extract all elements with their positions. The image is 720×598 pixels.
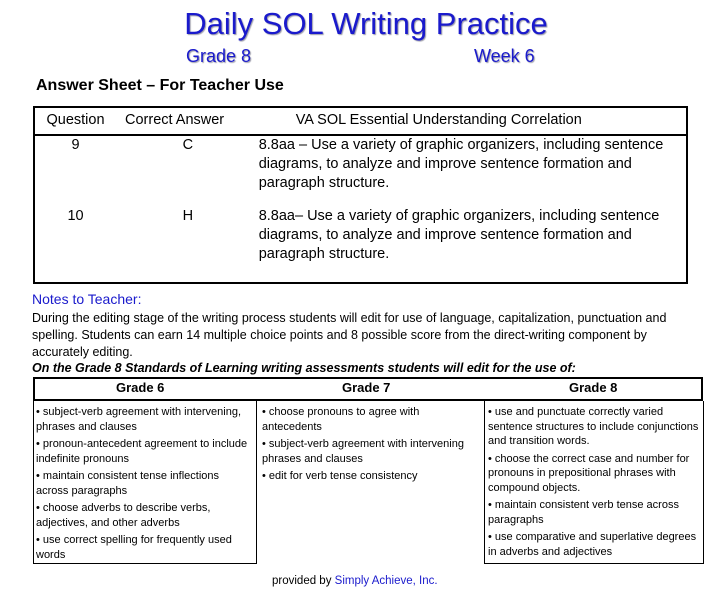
question-number: 10 [67,208,84,224]
list-item: • subject-verb agreement with intervening, phrases and clauses [36,406,242,433]
grade-label: Grade 8 [186,46,252,66]
list-item: • edit for verb tense consistency [262,470,418,482]
grade7-heading: Grade 7 [342,380,391,395]
grade6-list [36,405,251,565]
list-item: • choose pronouns to agree with antecedents [262,406,420,433]
list-item: • pronoun-antecedent agreement to include indefinite pronouns [36,438,248,465]
list-item: • choose adverbs to describe verbs, adjectives, and other adverbs [36,502,211,529]
grade8-list [488,405,703,562]
column-header-correlation: VA SOL Essential Understanding Correlation [258,106,686,135]
list-item: • use and punctuate correctly varied sentence structures to include conjunctions and transition words. [488,406,699,447]
list-item: • use comparative and superlative degrees in adverbs and adjectives [488,531,697,558]
question-number: 9 [71,137,80,153]
answer-table-header [33,106,686,135]
page-title: Daily SOL Writing Practice [184,6,548,41]
brand-name: Simply Achieve, Inc. [334,575,438,587]
week-label: Week 6 [474,46,535,66]
answer-table [33,106,686,272]
column-header-question: Question [33,106,118,135]
list-item: • choose the correct case and number for pronouns in prepositional phrases with compound objects. [488,452,690,494]
sol-correlation: 8.8aa– Use a variety of graphic organizers, including sentence diagrams, to analyze and improve sentence formation and paragraph structure. [258,208,660,262]
list-item: • use correct spelling for frequently used words [36,534,232,561]
grade6-heading: Grade 6 [116,380,165,395]
sol-correlation: 8.8aa – Use a variety of graphic organizers, including sentence diagrams, to analyze and improve sentence formation and paragraph structure. [258,137,664,191]
footer-credit [272,575,438,587]
correct-answer: H [182,208,194,224]
credit-prefix: provided by [272,575,335,587]
notes-heading: Notes to Teacher: [32,291,142,307]
list-item: • maintain consistent tense inflections across paragraphs [36,470,220,497]
list-item: • maintain consistent verb tense across paragraphs [488,499,679,526]
correct-answer: C [182,137,194,153]
notes-emphasis: On the Grade 8 Standards of Learning writing assessments students will edit for the use of: [32,361,576,375]
grade8-heading: Grade 8 [569,380,618,395]
list-item: • subject-verb agreement with intervening phrases and clauses [262,438,464,465]
table-row [33,207,686,272]
table-row [33,135,686,207]
notes-body: During the editing stage of the writing process students will edit for use of language, capitalization, punctuation and spelling. Students can earn 14 multiple choice points and 8 possible score from the direct-writing component by accurately editing. [32,311,667,359]
answer-sheet-heading: Answer Sheet – For Teacher Use [36,77,284,94]
grade7-list [262,405,472,487]
column-header-answer: Correct Answer [118,106,258,135]
